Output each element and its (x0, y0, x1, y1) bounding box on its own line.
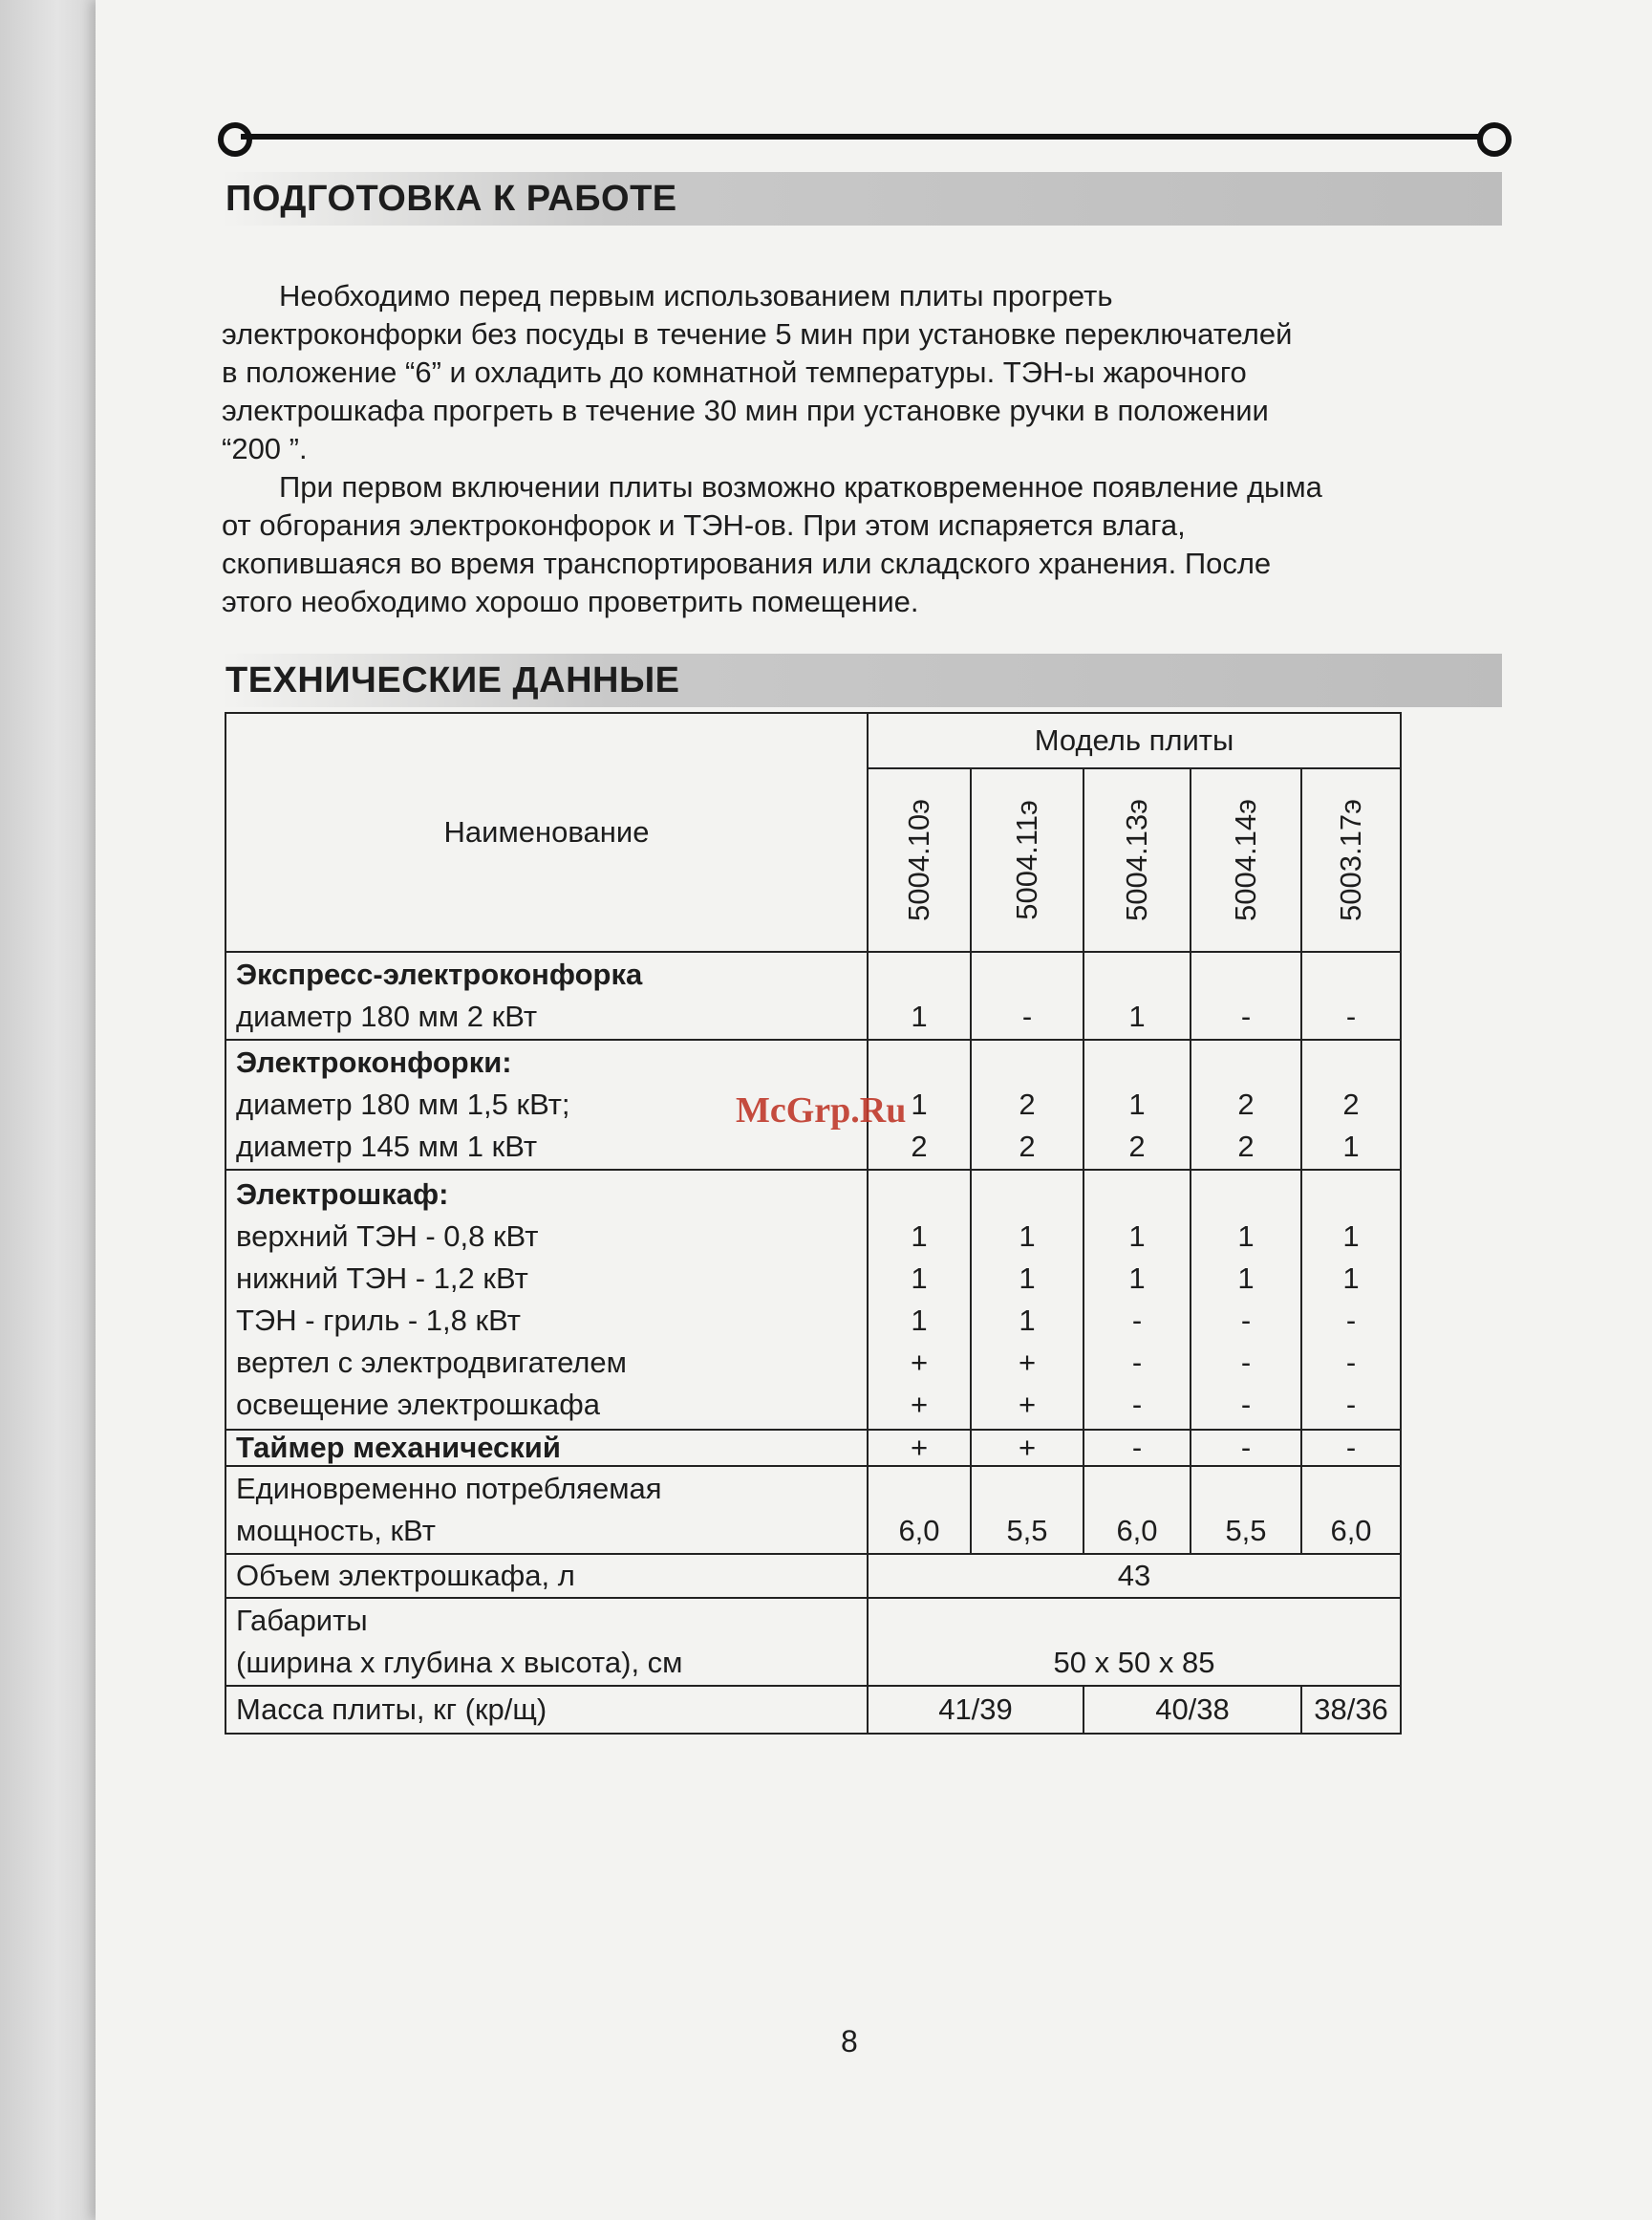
table-row-oven (225, 1170, 1401, 1429)
name-header: Наименование (225, 713, 868, 952)
table-cell: 1 (868, 952, 971, 1040)
table-cell: - (1191, 1430, 1301, 1467)
table-cell: 1 1 - - - (1301, 1170, 1401, 1429)
table-row-mass (225, 1686, 1401, 1734)
table-cell: 38/36 (1301, 1686, 1401, 1734)
page-number: 8 (841, 2024, 858, 2058)
row-label (225, 952, 868, 1040)
table-cell: 2 2 (971, 1040, 1083, 1171)
table-cell: 1 2 (868, 1040, 971, 1171)
row-label (225, 1598, 868, 1686)
table-cell: 1 1 - - - (1083, 1170, 1191, 1429)
rule-ring-right (1477, 122, 1512, 157)
model-column-header: 5004.14э (1191, 768, 1301, 952)
preparation-paragraph-1 (222, 277, 1502, 468)
table-cell: 5,5 (971, 1466, 1083, 1554)
row-label-text: Единовременно потребляемая (236, 1472, 662, 1506)
row-label-text: освещение электрошкафа (236, 1388, 600, 1422)
text-line: от обгорания электроконфорок и ТЭН-ов. При этом испаряется влага, (222, 508, 1186, 542)
rule-ring-left (218, 122, 252, 157)
decorative-rule (227, 128, 1502, 143)
page-edge-shadow (0, 0, 96, 2220)
row-label-text: диаметр 180 мм 1,5 кВт; (236, 1088, 570, 1122)
table-cell: - (1301, 952, 1401, 1040)
row-label-text: ТЭН - гриль - 1,8 кВт (236, 1304, 521, 1338)
text-line: этого необходимо хорошо проветрить помещение. (222, 585, 919, 618)
text-line: электрошкафа прогреть в течение 30 мин при установке ручки в положении (222, 394, 1269, 427)
group-title: Экспресс-электроконфорка (236, 957, 643, 991)
table-cell: 1 2 (1083, 1040, 1191, 1171)
text-line: электроконфорки без посуды в течение 5 мин при установке переключателей (222, 317, 1293, 351)
table-cell: 1 1 1 + + (868, 1170, 971, 1429)
section-title-specs: ТЕХНИЧЕСКИЕ ДАННЫЕ (222, 654, 1502, 707)
table-cell: 2 1 (1301, 1040, 1401, 1171)
table-cell: 1 (1083, 952, 1191, 1040)
model-header: Модель плиты (868, 713, 1401, 768)
table-cell: - (971, 952, 1083, 1040)
text-line: Необходимо перед первым использованием плиты прогреть (279, 279, 1113, 313)
row-label-text: диаметр 145 мм 1 кВт (236, 1130, 538, 1164)
preparation-paragraph-2 (222, 468, 1502, 621)
row-label-text: мощность, кВт (236, 1514, 436, 1548)
table-cell: 50 х 50 х 85 (868, 1598, 1401, 1686)
table-cell: + (868, 1430, 971, 1467)
table-cell: 2 2 (1191, 1040, 1301, 1171)
row-label-text: Габариты (236, 1604, 368, 1638)
text-line: “200 ”. (222, 432, 308, 465)
table-cell: 6,0 (1301, 1466, 1401, 1554)
model-column-header: 5003.17э (1301, 768, 1401, 952)
table-cell: 1 1 1 + + (971, 1170, 1083, 1429)
row-label-text: диаметр 180 мм 2 кВт (236, 999, 538, 1033)
row-label-text: (ширина х глубина х высота), см (236, 1646, 683, 1680)
model-column-header: 5004.11э (971, 768, 1083, 952)
table-row-dimensions (225, 1598, 1401, 1686)
section-title-preparation: ПОДГОТОВКА К РАБОТЕ (222, 172, 1502, 226)
table-cell: 6,0 (1083, 1466, 1191, 1554)
table-cell: + (971, 1430, 1083, 1467)
table-cell: 43 (868, 1554, 1401, 1598)
table-cell: 41/39 (868, 1686, 1083, 1734)
row-label-text: верхний ТЭН - 0,8 кВт (236, 1219, 539, 1254)
model-column-header: 5004.10э (868, 768, 971, 952)
row-label-text: нижний ТЭН - 1,2 кВт (236, 1261, 528, 1296)
table-header-row (225, 713, 1401, 768)
table-row-timer (225, 1430, 1401, 1467)
row-label: Объем электрошкафа, л (225, 1554, 868, 1598)
table-cell: - (1191, 952, 1301, 1040)
row-label: Масса плиты, кг (кр/щ) (225, 1686, 868, 1734)
group-title: Электроконфорки: (236, 1045, 512, 1080)
group-title: Электрошкаф: (236, 1177, 449, 1212)
text-line: в положение “6” и охладить до комнатной температуры. ТЭН-ы жарочного (222, 356, 1247, 389)
row-label (225, 1466, 868, 1554)
text-line: скопившаяся во время транспортирования или складского хранения. После (222, 547, 1272, 580)
row-label-text: вертел с электродвигателем (236, 1346, 627, 1380)
row-label: Таймер механический (225, 1430, 868, 1467)
watermark: McGrp.Ru (736, 1090, 907, 1131)
specs-table (225, 712, 1402, 1735)
table-row-power (225, 1466, 1401, 1554)
table-cell: 5,5 (1191, 1466, 1301, 1554)
table-row-express (225, 952, 1401, 1040)
table-cell: 6,0 (868, 1466, 971, 1554)
table-cell: - (1083, 1430, 1191, 1467)
model-column-header: 5004.13э (1083, 768, 1191, 952)
text-line: При первом включении плиты возможно кратковременное появление дыма (279, 470, 1322, 504)
table-cell: 40/38 (1083, 1686, 1301, 1734)
row-label (225, 1170, 868, 1429)
rule-line (241, 134, 1489, 140)
table-row-volume (225, 1554, 1401, 1598)
table-cell: - (1301, 1430, 1401, 1467)
table-cell: 1 1 - - - (1191, 1170, 1301, 1429)
